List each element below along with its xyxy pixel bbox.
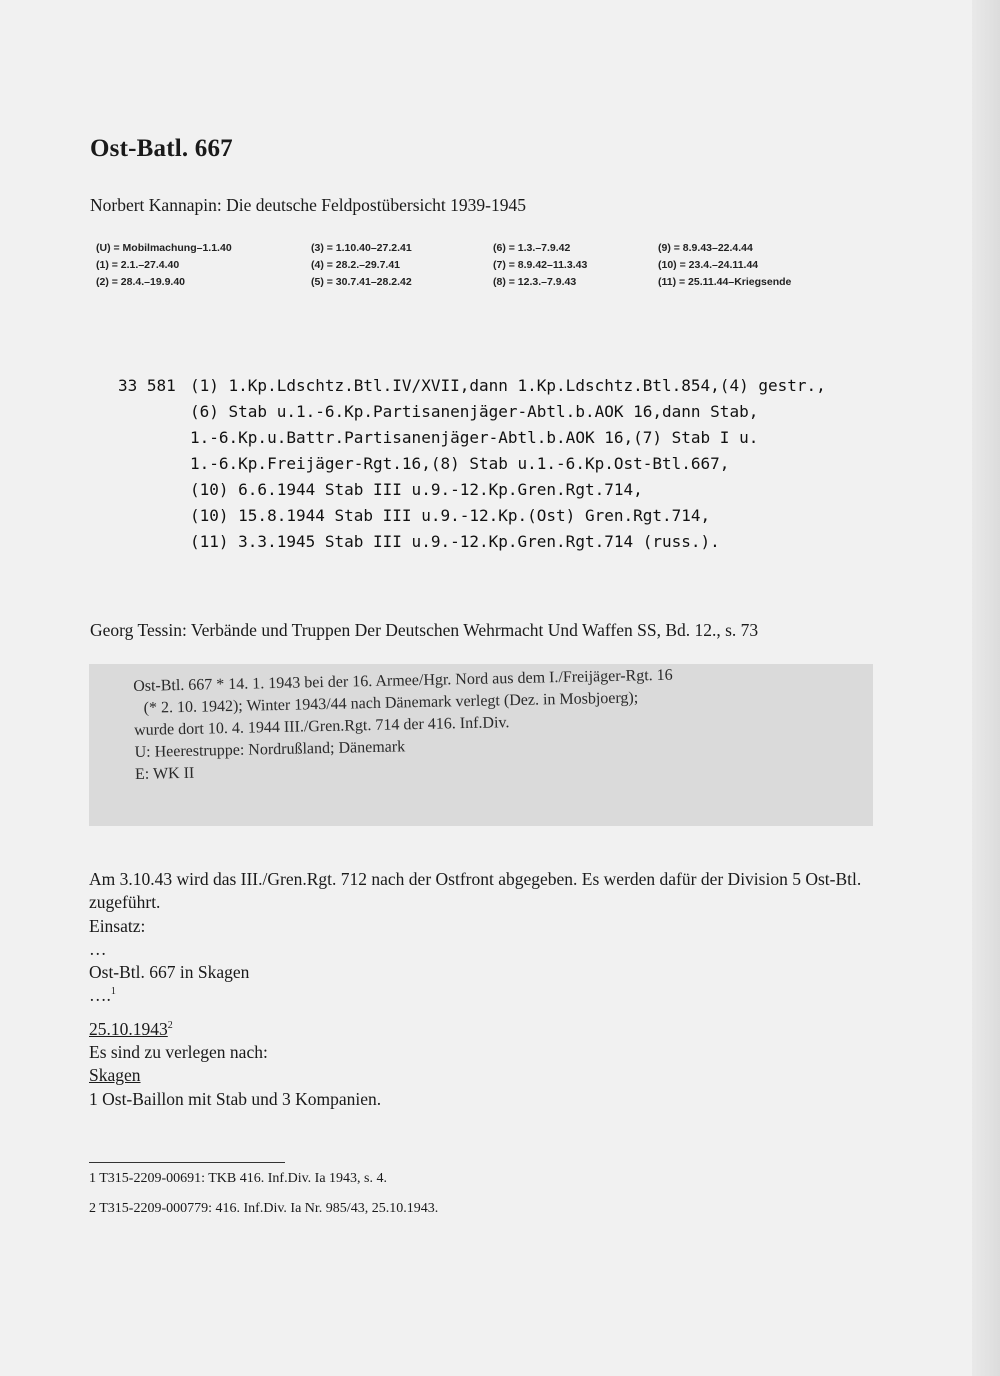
source-tessin: Georg Tessin: Verbände und Truppen Der Deutschen Wehrmacht Und Waffen SS, Bd. 12., s. 73: [90, 620, 759, 640]
legend-column: [311, 240, 412, 291]
page-title: Ost-Batl. 667: [90, 135, 233, 162]
detail-text: 1 Ost-Baillon mit Stab und 3 Kompanien.: [89, 1088, 382, 1109]
legend-entry: (11) = 25.11.44–Kriegsende: [658, 276, 792, 288]
feldpost-line-text: (10) 6.6.1944 Stab III u.9.-12.Kp.Gren.Rgt.714,: [190, 480, 643, 499]
legend-entry: (4) = 28.2.–29.7.41: [311, 259, 401, 271]
legend-entry: (3) = 1.10.40–27.2.41: [311, 242, 412, 254]
ellipsis-text: ….: [89, 985, 111, 1006]
skagen-deployment: Ost-Btl. 667 in Skagen: [89, 962, 250, 983]
verlegen-text: Es sind zu verlegen nach:: [89, 1042, 268, 1063]
legend-entry: (10) = 23.4.–24.11.44: [658, 259, 759, 271]
tessin-line: (* 2. 10. 1942); Winter 1943/44 nach Dänemark verlegt (Dez. in Mosbjoerg);: [143, 689, 639, 717]
legend-entry: (8) = 12.3.–7.9.43: [493, 276, 577, 288]
legend-column: [493, 240, 587, 291]
tessin-excerpt-text: [133, 665, 675, 786]
legend-column: [658, 240, 791, 291]
legend-entry: (6) = 1.3.–7.9.42: [493, 242, 571, 254]
feldpost-number: 33 581: [118, 376, 176, 395]
feldpost-line-text: (6) Stab u.1.-6.Kp.Partisanenjäger-Abtl.b.AOK 16,dann Stab,: [190, 402, 759, 421]
footnote-ref[interactable]: 1: [110, 986, 116, 998]
body-paragraph: Am 3.10.43 wird das III./Gren.Rgt. 712 nach der Ostfront abgegeben. Es werden dafür der Division 5 Ost-Btl. zugeführt.: [89, 869, 862, 913]
legend-entry: (2) = 28.4.–19.9.40: [96, 276, 186, 288]
body-text: [89, 868, 889, 1111]
tessin-excerpt: [89, 664, 873, 826]
feldpost-line-text: 1.-6.Kp.Freijäger-Rgt.16,(8) Stab u.1.-6.Kp.Ost-Btl.667,: [190, 454, 730, 473]
feldpost-line-text: (11) 3.3.1945 Stab III u.9.-12.Kp.Gren.Rgt.714 (russ.).: [190, 532, 720, 551]
period-legend: [96, 240, 826, 295]
legend-entry: (9) = 8.9.43–22.4.44: [658, 242, 753, 254]
date-heading: [89, 1018, 889, 1041]
feldpost-line-text: (10) 15.8.1944 Stab III u.9.-12.Kp.(Ost) Gren.Rgt.714,: [190, 506, 711, 525]
tessin-line: U: Heerestruppe: Nordrußland; Dänemark: [134, 738, 406, 761]
ellipsis: …: [89, 938, 107, 959]
footnote-ref[interactable]: 2: [167, 1019, 173, 1031]
feldpost-line-text: (1) 1.Kp.Ldschtz.Btl.IV/XVII,dann 1.Kp.Ldschtz.Btl.854,(4) gestr.,: [190, 376, 826, 395]
date-text: 25.10.1943: [89, 1018, 168, 1039]
einsatz-label: Einsatz:: [89, 915, 146, 936]
legend-entry: (U) = Mobilmachung–1.1.40: [96, 242, 232, 254]
spacer: [89, 1008, 889, 1018]
footnote: 1 T315-2209-00691: TKB 416. Inf.Div. Ia 1943, s. 4.: [89, 1171, 387, 1186]
legend-entry: (7) = 8.9.42–11.3.43: [493, 259, 588, 271]
feldpost-line-text: 1.-6.Kp.u.Battr.Partisanenjäger-Abtl.b.AOK 16,(7) Stab I u.: [190, 428, 759, 447]
legend-column: [96, 240, 232, 291]
place-heading: Skagen: [89, 1065, 141, 1086]
tessin-line: E: WK II: [134, 764, 195, 783]
ellipsis: [89, 984, 889, 1007]
source-kannapin: Norbert Kannapin: Die deutsche Feldpostübersicht 1939-1945: [90, 195, 526, 215]
page-edge-shadow: [972, 0, 1000, 1376]
legend-entry: (1) = 2.1.–27.4.40: [96, 259, 180, 271]
tessin-line: Ost-Btl. 667 * 14. 1. 1943 bei der 16. Armee/Hgr. Nord aus dem I./Freijäger-Rgt. 16: [133, 666, 673, 695]
tessin-line: wurde dort 10. 4. 1944 III./Gren.Rgt. 714 der 416. Inf.Div.: [133, 714, 510, 739]
footnote: 2 T315-2209-000779: 416. Inf.Div. Ia Nr. 985/43, 25.10.1943.: [89, 1201, 439, 1216]
legend-entry: (5) = 30.7.41–28.2.42: [311, 276, 412, 288]
footnote-divider: [89, 1162, 285, 1163]
